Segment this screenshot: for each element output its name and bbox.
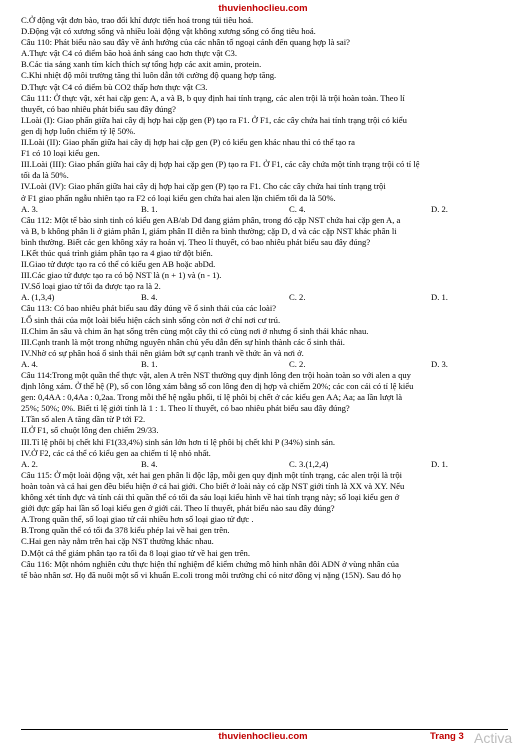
text-line: định lông xám. Ở thế hệ (P), số con lông xám bằng số con lông đen dị hợp và chiếm 20%; các con cái có tỉ lệ kiểu <box>21 381 414 392</box>
text-line: Câu 113: Có bao nhiêu phát biểu sau đây đúng về ổ sinh thái của các loài? <box>21 303 277 314</box>
text-line: thuyết, có bao nhiêu phát biểu sau đây đúng? <box>21 103 176 114</box>
text-line: IV.Ở F2, các cá thể có kiểu gen aa chiếm tỉ lệ nhỏ nhất. <box>21 447 211 458</box>
question-block-110-111 <box>21 15 508 204</box>
text-line: D.Thực vật C4 có điểm bù CO2 thấp hơn thực vật C3. <box>21 81 208 92</box>
question-block-112 <box>21 215 508 293</box>
q113-option-d: D. 3. <box>431 358 448 369</box>
q111-option-c: C. 4. <box>289 203 306 214</box>
text-line: D.Một cá thể giảm phân tạo ra tối đa 8 loại giao tử về hai gen trên. <box>21 547 250 558</box>
text-line: gen: 0,4AA : 0,4Aa : 0,2aa. Trong mỗi thế hệ ngẫu phối, tỉ lệ phôi bị chết ở các kiểu gen AA; Aa; aa lần lượt là <box>21 392 403 403</box>
text-line: I.Loài (I): Giao phấn giữa hai cây dị hợp hai cặp gen (P) tạo ra F1. Ở F1, các cây chứa hai tính trạng trội có kiểu <box>21 114 407 125</box>
q113-option-c: C. 2. <box>289 358 306 369</box>
text-line: Câu 112: Một tế bào sinh tinh có kiểu gen AB/ab Dd đang giảm phân, trong đó cặp NST chứa hai cặp gen A, a <box>21 214 401 225</box>
q113-options <box>21 359 508 370</box>
text-line: B.Các tia sáng xanh tím kích thích sự tổng hợp các axit amin, protein. <box>21 59 262 70</box>
q114-option-d: D. 1. <box>431 458 448 469</box>
text-line: gen dị hợp luôn chiếm tỷ lệ 50%. <box>21 125 136 136</box>
text-line: II.Ở F1, số chuột lông đen chiếm 29/33. <box>21 425 159 436</box>
question-block-115-116 <box>21 470 508 581</box>
header-site-link[interactable]: thuvienhoclieu.com <box>218 3 308 14</box>
text-line: B.Trong quần thể có tối đa 378 kiểu phép lai về hai gen trên. <box>21 525 230 536</box>
q114-option-b: B. 4. <box>141 458 158 469</box>
q112-option-a: A. (1,3,4) <box>21 292 55 303</box>
text-line: Câu 116: Một nhóm nghiên cứu thực hiện thí nghiệm để kiểm chứng mô hình nhân đôi ADN ở vùng nhân của <box>21 558 399 569</box>
text-line: Câu 114:Trong một quần thể thực vật, alen A trên NST thường quy định lông đen trội hoàn toàn so với alen a quy <box>21 370 411 380</box>
text-line: IV.Số loại giao tử tối đa được tạo ra là 2. <box>21 281 161 292</box>
text-line: IV.Nhờ có sự phân hoá ổ sinh thái nên giảm bớt sự cạnh tranh về thức ăn và nơi ở. <box>21 347 304 358</box>
q114-option-c: C. 3.(1,2,4) <box>289 458 329 469</box>
question-block-114 <box>21 370 508 459</box>
text-line: III.Cạnh tranh là một trong những nguyên nhân chủ yếu dẫn đến sự hình thành các ổ sinh thái. <box>21 336 345 347</box>
question-block-113 <box>21 303 508 358</box>
text-line: giới đực gấp hai lần số loại kiểu gen ở giới cái. Theo lí thuyết, phát biểu nào sau đây đúng? <box>21 503 335 514</box>
text-line: III.Tỉ lệ phôi bị chết khi F1(33,4%) sinh sản lớn hơn tỉ lệ phôi bị chết khi P (34%) sinh sản. <box>21 436 336 447</box>
q111-option-a: A. 3. <box>21 203 38 214</box>
q114-option-a: A. 2. <box>21 458 38 469</box>
text-line: Câu 110: Phát biểu nào sau đây về ảnh hưởng của các nhân tố ngoại cảnh đến quang hợp là sai? <box>21 37 350 48</box>
text-line: I.Ổ sinh thái của một loài biểu hiện cách sinh sống còn nơi ở chỉ nơi cư trú. <box>21 314 281 325</box>
q112-option-c: C. 2. <box>289 292 306 303</box>
text-line: tối đa là 50%. <box>21 170 69 181</box>
text-line: I.Kết thúc quá trình giảm phân tạo ra 4 giao tử đột biến. <box>21 247 213 258</box>
text-line: III.Các giao tử được tạo ra có bộ NST là (n + 1) và (n - 1). <box>21 270 222 281</box>
text-line: II.Chim ăn sâu và chim ăn hạt sống trên cùng một cây thì có cùng nơi ở nhưng ổ sinh thái khác nhau. <box>21 325 369 336</box>
footer-divider <box>21 729 508 730</box>
text-line: Câu 115: Ở một loài động vật, xét hai gen phân li độc lập, mỗi gen quy định một tính trạng, các alen trội là trội <box>21 469 403 480</box>
q113-option-a: A. 4. <box>21 358 38 369</box>
text-line: I.Tần số alen A tăng dần từ P tới F2. <box>21 414 146 425</box>
text-line: A.Trong quần thể, số loại giao tử cái nhiều hơn số loại giao tử đực . <box>21 514 254 525</box>
text-line: F1 có 10 loại kiểu gen. <box>21 148 100 159</box>
text-line: II.Giao tử được tạo ra có thể có kiểu gen AB hoặc abDd. <box>21 259 216 270</box>
text-line: II.Loài (II): Giao phấn giữa hai cây dị hợp hai cặp gen (P) có kiểu gen khác nhau thì có thể tạo ra <box>21 137 355 148</box>
text-line: III.Loài (III): Giao phấn giữa hai cây dị hợp hai cặp gen (P) tạo ra F1. Ở F1, các cây chứa một tính trạng trội có tỉ lệ <box>21 159 420 170</box>
text-line: C.Hai gen này nằm trên hai cặp NST thường khác nhau. <box>21 536 214 547</box>
text-line: A.Thực vật C4 có điểm bão hoà ánh sáng cao hơn thực vật C3. <box>21 48 237 59</box>
text-line: tế bào nhân sơ. Họ đã nuôi một số vi khuẩn E.coli trong môi trường chỉ có nitơ đồng vị nặng (15N). Sau đó họ <box>21 569 401 580</box>
q113-option-b: B. 1. <box>141 358 158 369</box>
text-line: và B, b không phân li ở giảm phân I, giảm phân II diễn ra bình thường; cặp D, d và các cặp NST khác phân li <box>21 225 397 236</box>
text-line: không xét tính đực và tính cái thì quần thể có tối đa sáu loại kiểu hình về hai tính trạng này; số loại kiểu gen ở <box>21 492 400 503</box>
q111-option-d: D. 2. <box>431 203 448 214</box>
text-line: ở F1 giao phấn ngẫu nhiên tạo ra F2 có loại kiểu gen chứa hai alen lặn chiếm tối đa là 50%. <box>21 192 336 203</box>
text-line: C.Ở động vật đơn bào, trao đổi khí được tiến hoá trong túi tiêu hoá. <box>21 15 254 25</box>
q111-option-b: B. 1. <box>141 203 158 214</box>
document-body <box>21 15 508 581</box>
q111-options <box>21 204 508 215</box>
page-number: Trang 3 <box>430 731 464 742</box>
q114-options <box>21 459 508 470</box>
footer-site-link[interactable]: thuvienhoclieu.com <box>218 731 308 742</box>
q112-option-d: D. 1. <box>431 292 448 303</box>
activation-watermark: Activa <box>474 730 513 746</box>
text-line: D.Động vật có xương sống và nhiều loài động vật không xương sống có ống tiêu hoá. <box>21 26 316 37</box>
q112-options <box>21 292 508 303</box>
text-line: 25%; 50%; 0%. Biết tỉ lệ giới tính là 1 : 1. Theo lí thuyết, có bao nhiêu phát biểu sau đây đúng? <box>21 403 350 414</box>
q112-option-b: B. 4. <box>141 292 158 303</box>
text-line: C.Khi nhiệt độ môi trường tăng thì luôn dẫn tới cường độ quang hợp tăng. <box>21 70 277 81</box>
text-line: hoàn toàn và cả hai gen đều biểu hiện ở cả hai giới. Cho biết ở loài này có cặp NST giới tính là XX và XY. Nếu <box>21 480 405 491</box>
text-line: bình thường. Biết các gen không xảy ra hoán vị. Theo lí thuyết, có bao nhiêu phát biểu sau đây đúng? <box>21 236 371 247</box>
text-line: IV.Loài (IV): Giao phấn giữa hai cây dị hợp hai cặp gen (P) tạo ra F1. Cho các cây chứa hai tính trạng trội <box>21 181 386 192</box>
text-line: Câu 111: Ở thực vật, xét hai cặp gen: A, a và B, b quy định hai tính trạng, các alen trội là trội hoàn toàn. Theo lí <box>21 92 405 103</box>
